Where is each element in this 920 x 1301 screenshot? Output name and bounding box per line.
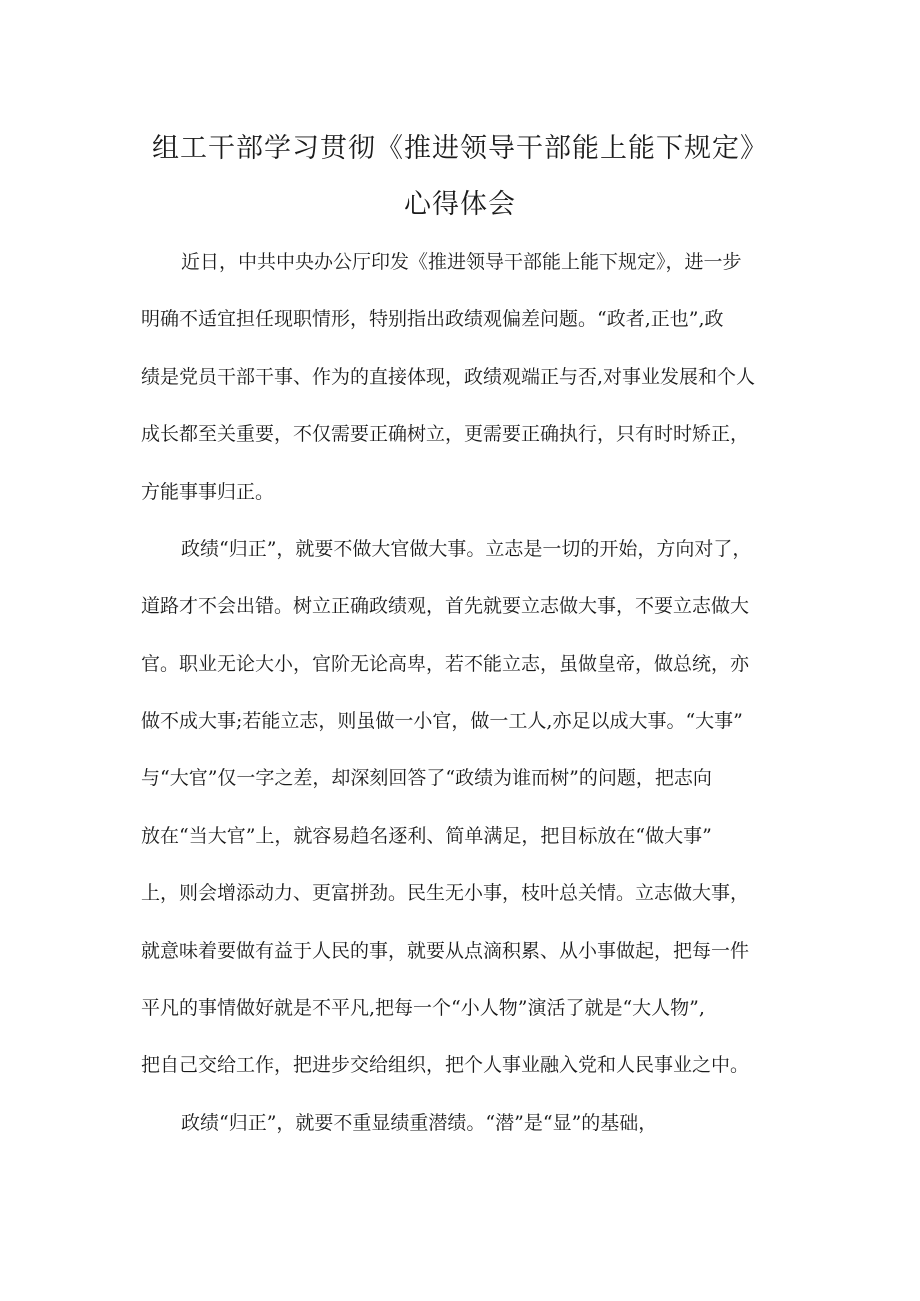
paragraph-line: 与“大官”仅一字之差，却深刻回答了“政绩为谁而树”的问题，把志向 [141, 767, 712, 789]
paragraph-line: 放在“当大官”上，就容易趋名逐利、简单满足，把目标放在“做大事” [141, 825, 712, 847]
paragraph-line: 政绩“归正”，就要不重显绩重潜绩。“潜”是“显”的基础， [181, 1112, 658, 1134]
paragraph-line: 成长都至关重要，不仅需要正确树立，更需要正确执行，只有时时矫正， [141, 423, 750, 445]
title-line-2: 心得体会 [404, 189, 516, 220]
paragraph-line: 把自己交给工作，把进步交给组织，把个人事业融入党和人民事业之中。 [141, 1054, 750, 1076]
paragraph-line: 明确不适宜担任现职情形，特别指出政绩观偏差问题。“政者,正也”,政 [141, 308, 724, 330]
paragraph-line: 政绩“归正”，就要不做大官做大事。立志是一切的开始，方向对了， [181, 538, 752, 560]
paragraph-line: 做不成大事;若能立志，则虽做一小官，做一工人,亦足以成大事。“大事” [141, 710, 743, 732]
paragraph-line: 近日，中共中央办公厅印发《推进领导干部能上能下规定》，进一步 [181, 251, 742, 273]
paragraph-line: 方能事事归正。 [141, 481, 275, 503]
paragraph-line: 绩是党员干部干事、作为的直接体现，政绩观端正与否,对事业发展和个人 [141, 366, 756, 388]
paragraph-line: 上，则会增添动力、更富拼劲。民生无小事，枝叶总关情。立志做大事， [141, 882, 750, 904]
paragraph-line: 平凡的事情做好就是不平凡,把每一个“小人物”演活了就是“大人物”, [141, 997, 705, 1019]
title-line-1: 组工干部学习贯彻《推进领导干部能上能下规定》 [152, 133, 768, 164]
paragraph-line: 官。职业无论大小，官阶无论高卑，若不能立志，虽做皇帝，做总统，亦 [141, 653, 750, 675]
paragraph-line: 道路才不会出错。树立正确政绩观，首先就要立志做大事，不要立志做大 [141, 595, 750, 617]
paragraph-line: 就意味着要做有益于人民的事，就要从点滴积累、从小事做起，把每一件 [141, 940, 750, 962]
